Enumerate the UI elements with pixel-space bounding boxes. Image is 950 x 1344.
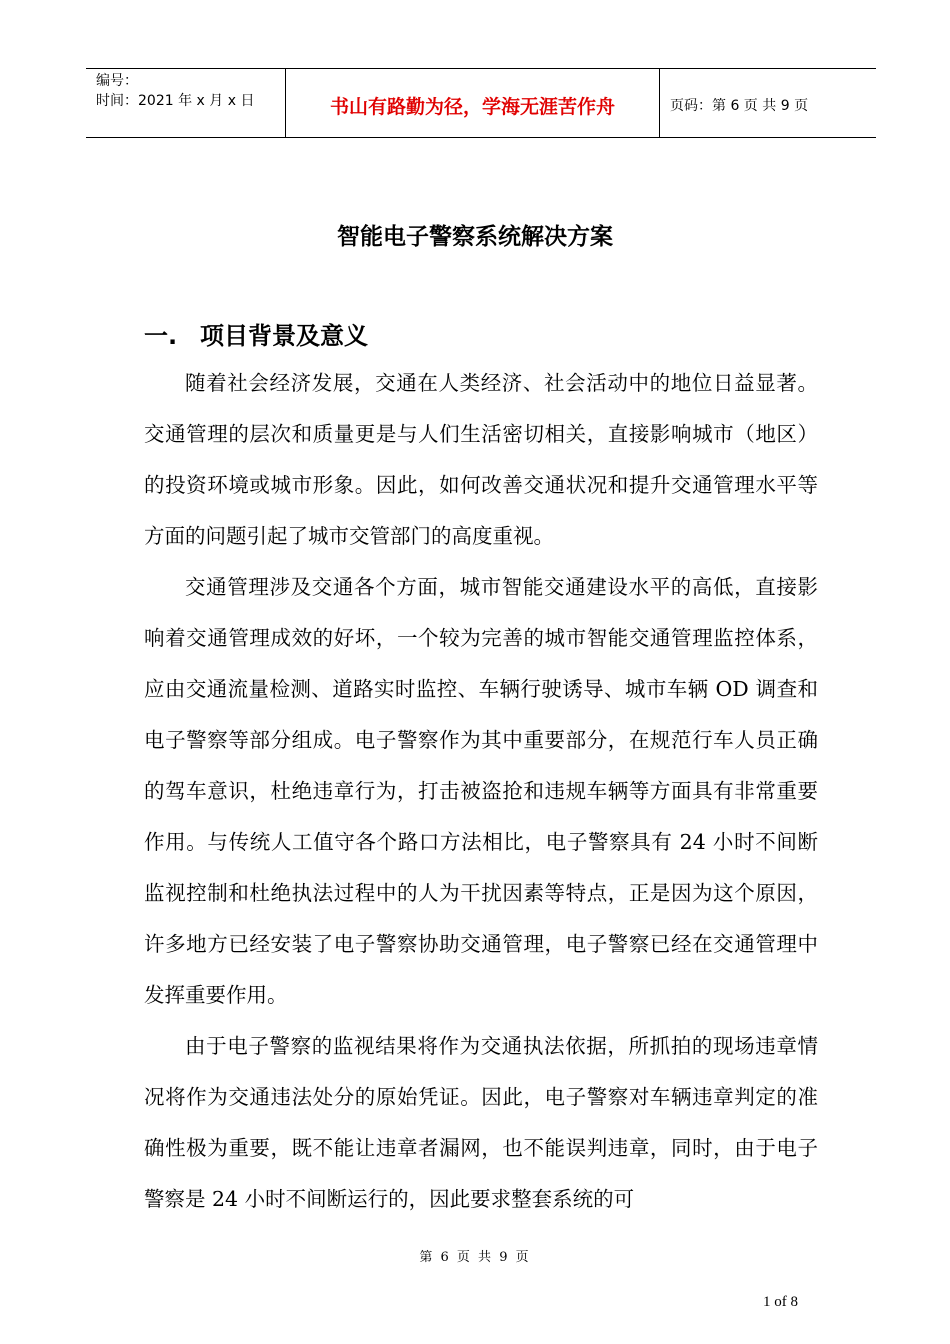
header-page-info: 页码：第 6 页 共 9 页 (670, 98, 809, 114)
section-heading (144, 316, 368, 351)
section-number: 一. (144, 322, 178, 350)
section-title: 项目背景及意义 (200, 322, 368, 350)
document-header (86, 68, 876, 138)
paragraph-1: 随着社会经济发展，交通在人类经济、社会活动中的地位日益显著。交通管理的层次和质量更是与人们生活密切相关，直接影响城市（地区）的投资环境或城市形象。因此，如何改善交通状况和提升交通管理水平等方面的问题引起了城市交管部门的高度重视。 (144, 371, 818, 548)
header-meta (86, 69, 286, 137)
paragraph-3: 由于电子警察的监视结果将作为交通执法依据，所抓拍的现场违章情况将作为交通违法处分的原始凭证。因此，电子警察对车辆违章判定的准确性极为重要，既不能让违章者漏网，也不能误判违章，同时，由于电子警察是 24 小时不间断运行的，因此要求整套系统的可 (144, 1034, 818, 1211)
header-motto: 书山有路勤为径，学海无涯苦作舟 (286, 69, 660, 137)
body-text (144, 358, 818, 1225)
header-time-label: 时间：2021 年 x 月 x 日 (96, 93, 255, 109)
paragraph-2: 交通管理涉及交通各个方面，城市智能交通建设水平的高低，直接影响着交通管理成效的好坏，一个较为完善的城市智能交通管理监控体系，应由交通流量检测、道路实时监控、车辆行驶诱导、城市车辆 OD 调查和电子警察等部分组成。电子警察作为其中重要部分，在规范行车人员正确的驾车意识，杜绝违章行为，打击被盗抢和违规车辆等方面具有非常重要作用。与传统人工值守各个路口方法相比，电子警察具有 24 小时不间断监视控制和杜绝执法过程中的人为干扰因素等特点，正是因为这个原因，许多地方已经安装了电子警察协助交通管理，电子警察已经在交通管理中发挥重要作用。 (144, 575, 818, 1007)
footer-page-number: 第 6 页 共 9 页 (419, 1250, 531, 1265)
document-title: 智能电子警察系统解决方案 (337, 224, 613, 250)
footer-page-count: 1 of 8 (763, 1294, 798, 1310)
header-number-label: 编号： (96, 73, 138, 89)
